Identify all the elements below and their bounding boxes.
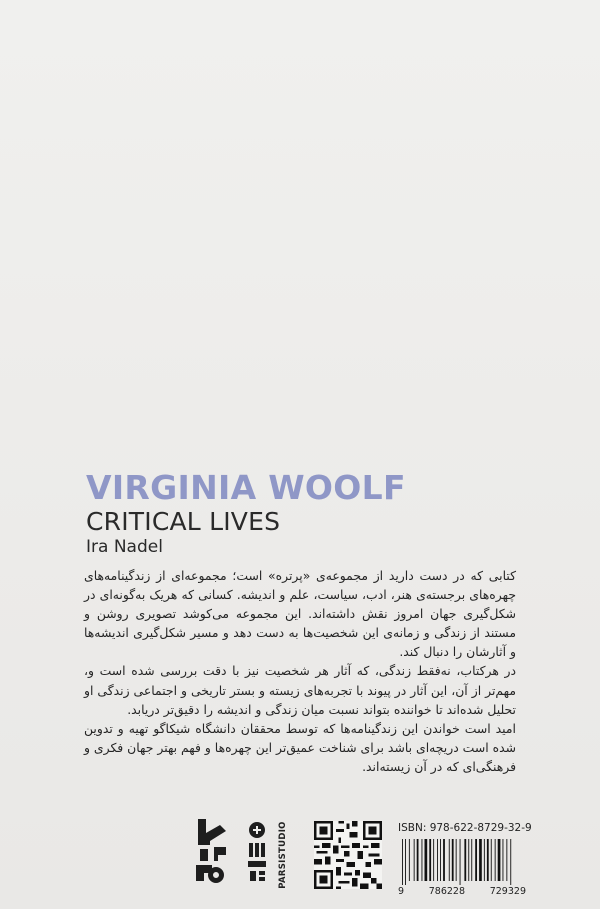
blurb-paragraph-2: در هرکتاب، نه‌فقط زندگی، که آثار هر شخصیت نیز با دقت بررسی شده است و، مهم‌تر از آن، این آثار در پیوند با تجربه‌های زیسته و بستر تاریخی و اجتماعی زندگی او تحلیل شده‌اند تا خواننده بتواند نسبت میان زندگی و اندیشه را دقیق‌تر دریابد.	[84, 663, 516, 717]
isbn-label: ISBN: 978-622-8729-32-9	[398, 822, 532, 834]
series-logo-icon	[190, 815, 234, 885]
book-subtitle: CRITICAL LIVES	[86, 507, 281, 536]
blurb-text	[84, 566, 516, 776]
book-title: VIRGINIA WOOLF	[86, 468, 406, 507]
book-author: Ira Nadel	[86, 537, 163, 557]
isbn-barcode	[400, 839, 524, 885]
barcode-digit-group-1: 9	[398, 886, 405, 897]
blurb-paragraph-3: امید است خواندن این زندگینامه‌ها که توسط محققان دانشگاه شیکاگو تهیه و تدوین شده است دریچه‌ای باشد برای شناخت عمیق‌تر این چهره‌ها و فهم بهتر جهان فکری و فرهنگی‌ای که در آن زیسته‌اند.	[84, 720, 516, 774]
barcode-digit-group-3: 729329	[489, 886, 526, 897]
publisher-name-text: PARSISTUDIO	[278, 821, 288, 889]
qr-code	[314, 821, 382, 889]
barcode-digit-group-2: 786228	[428, 886, 466, 897]
publisher-name	[276, 821, 290, 889]
blurb-paragraph-1: کتابی که در دست دارید از مجموعه‌ی «پرتره» است؛ مجموعه‌ای از زندگینامه‌های چهره‌های برجسته‌ی هنر، ادب، سیاست، علم و اندیشه. کسانی که هریک به‌گونه‌ای در شکل‌گیری جهان امروز نقش داشته‌اند. این مجموعه می‌کوشد تصویری روشن و مستند از زندگی و زمانه‌ی این شخصیت‌ها به دست دهد و مسیر شکل‌گیری اندیشه‌ها و آثارشان را دنبال کند.	[84, 568, 516, 660]
publisher-logo-icon	[244, 821, 270, 883]
barcode-digits	[398, 886, 526, 897]
cover-footer	[0, 815, 600, 909]
